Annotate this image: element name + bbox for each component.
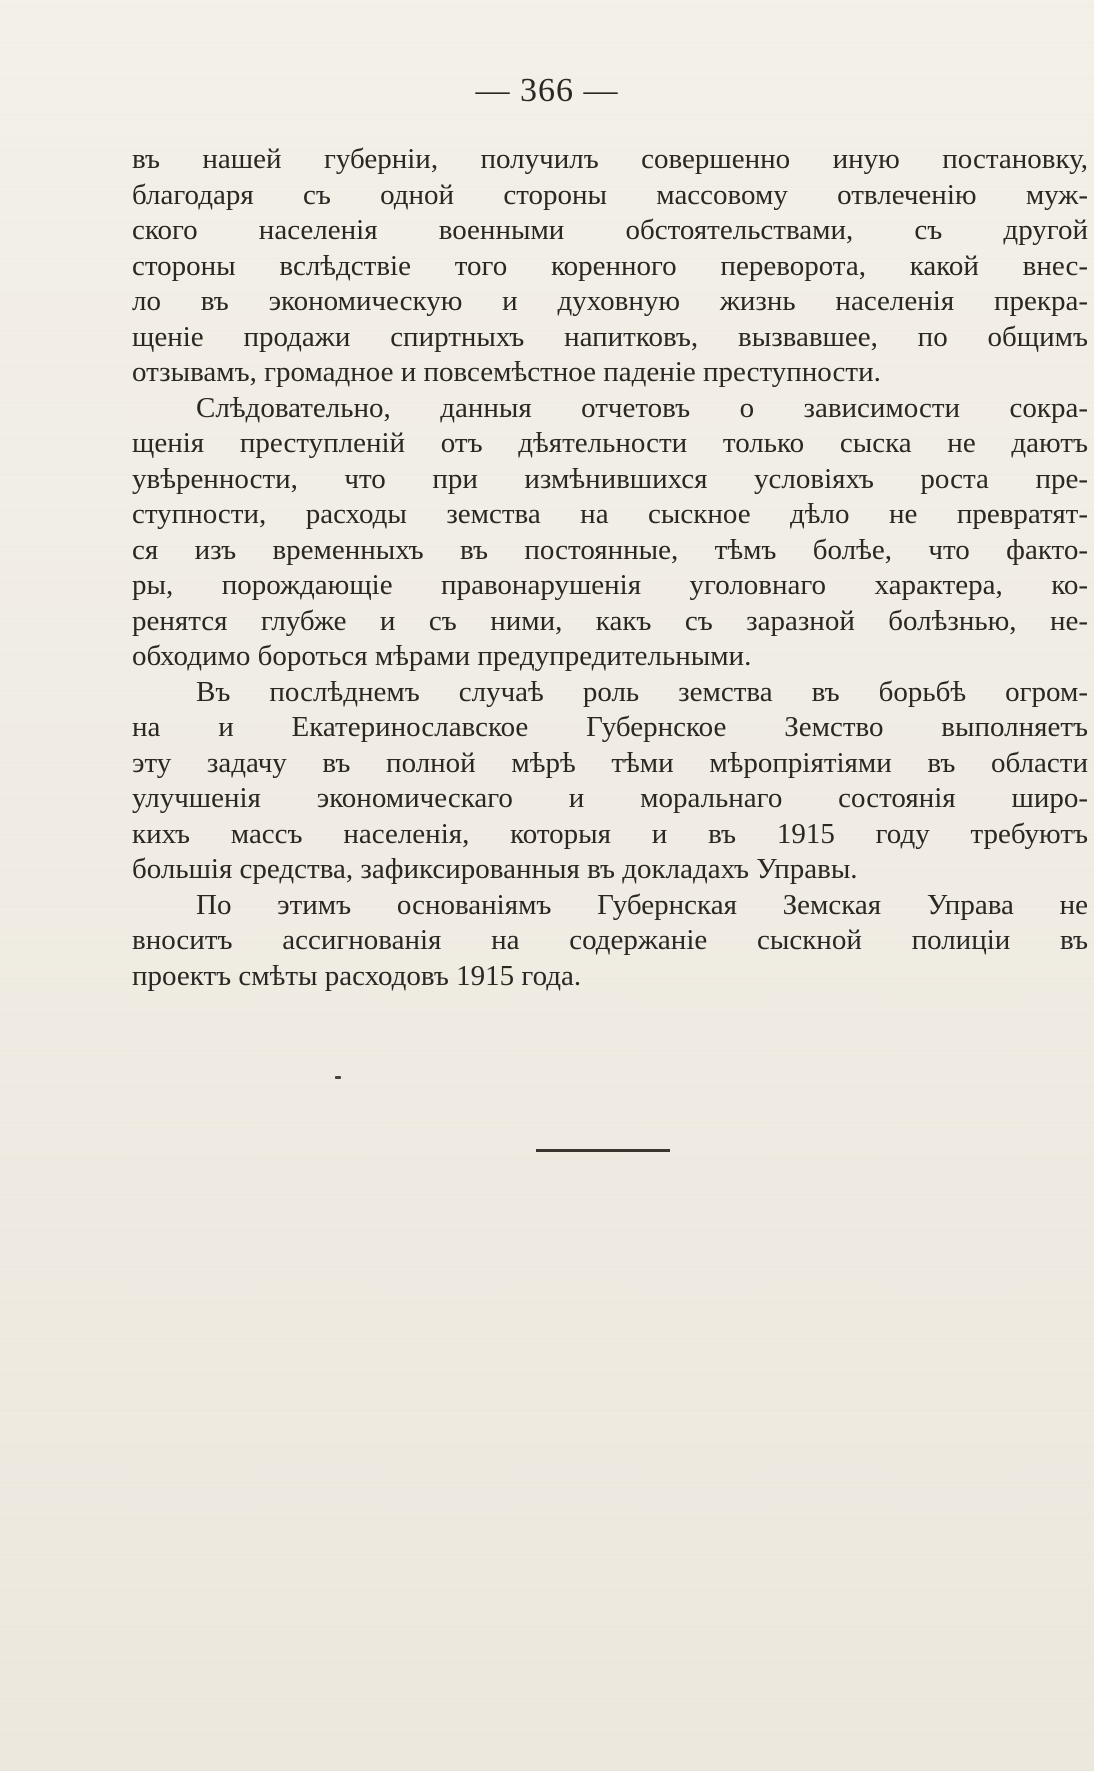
text-line: ренятся глубже и съ ними, какъ съ заразной болѣзнью, не- (132, 604, 1088, 637)
text-line: благодаря съ одной стороны массовому отвлеченію муж- (132, 178, 1088, 211)
text-line: обходимо бороться мѣрами предупредительными. (132, 640, 752, 672)
text-line: проектъ смѣты расходовъ 1915 года. (132, 959, 582, 992)
text-line: увѣренности, что при измѣнившихся условіяхъ роста пре- (132, 462, 1088, 495)
text-line: отзывамъ, громадное и повсемѣстное паденіе преступности. (132, 356, 881, 388)
text-line: стороны вслѣдствіе того коренного переворота, какой внес- (132, 249, 1088, 282)
text-line: ского населенія военными обстоятельствами, съ другой (132, 214, 1088, 246)
text-line: вноситъ ассигнованія на содержаніе сыскной полиціи въ (132, 924, 1088, 956)
section-divider (536, 1149, 670, 1152)
text-line: Въ послѣднемъ случаѣ роль земства въ борьбѣ огром- (196, 675, 1088, 708)
text-line: ло въ экономическую и духовную жизнь населенія прекра- (132, 285, 1088, 317)
text-line: на и Екатеринославское Губернское Земство выполняетъ (132, 711, 1088, 743)
text-line: ры, порождающіе правонарушенія уголовнаго характера, ко- (132, 569, 1088, 601)
text-line: ся изъ временныхъ въ постоянные, тѣмъ болѣе, что факто- (132, 533, 1088, 566)
paragraph-1 (132, 142, 1088, 391)
print-speck (335, 1076, 341, 1079)
paragraph-2 (132, 391, 1088, 675)
text-line: улучшенія экономическаго и моральнаго состоянія широ- (132, 782, 1088, 814)
text-line: въ нашей губерніи, получилъ совершенно иную постановку, (132, 143, 1088, 175)
paragraph-4 (132, 888, 1088, 995)
body-text (132, 142, 1088, 994)
text-line: кихъ массъ населенія, которыя и въ 1915 году требуютъ (132, 817, 1088, 850)
paragraph-3 (132, 675, 1088, 888)
text-line: щенія преступленій отъ дѣятельности только сыска не даютъ (132, 427, 1088, 459)
text-line: эту задачу въ полной мѣрѣ тѣми мѣропріятіями въ области (132, 746, 1088, 779)
text-line: щеніе продажи спиртныхъ напитковъ, вызвавшее, по общимъ (132, 320, 1088, 353)
text-line: Слѣдовательно, данныя отчетовъ о зависимости сокра- (196, 391, 1088, 424)
text-line: ступности, расходы земства на сыскное дѣло не превратят- (132, 498, 1088, 530)
text-line: большія средства, зафиксированныя въ докладахъ Управы. (132, 853, 858, 885)
page-number: — 366 — (475, 72, 619, 109)
text-line: По этимъ основаніямъ Губернская Земская Управа не (196, 888, 1088, 921)
